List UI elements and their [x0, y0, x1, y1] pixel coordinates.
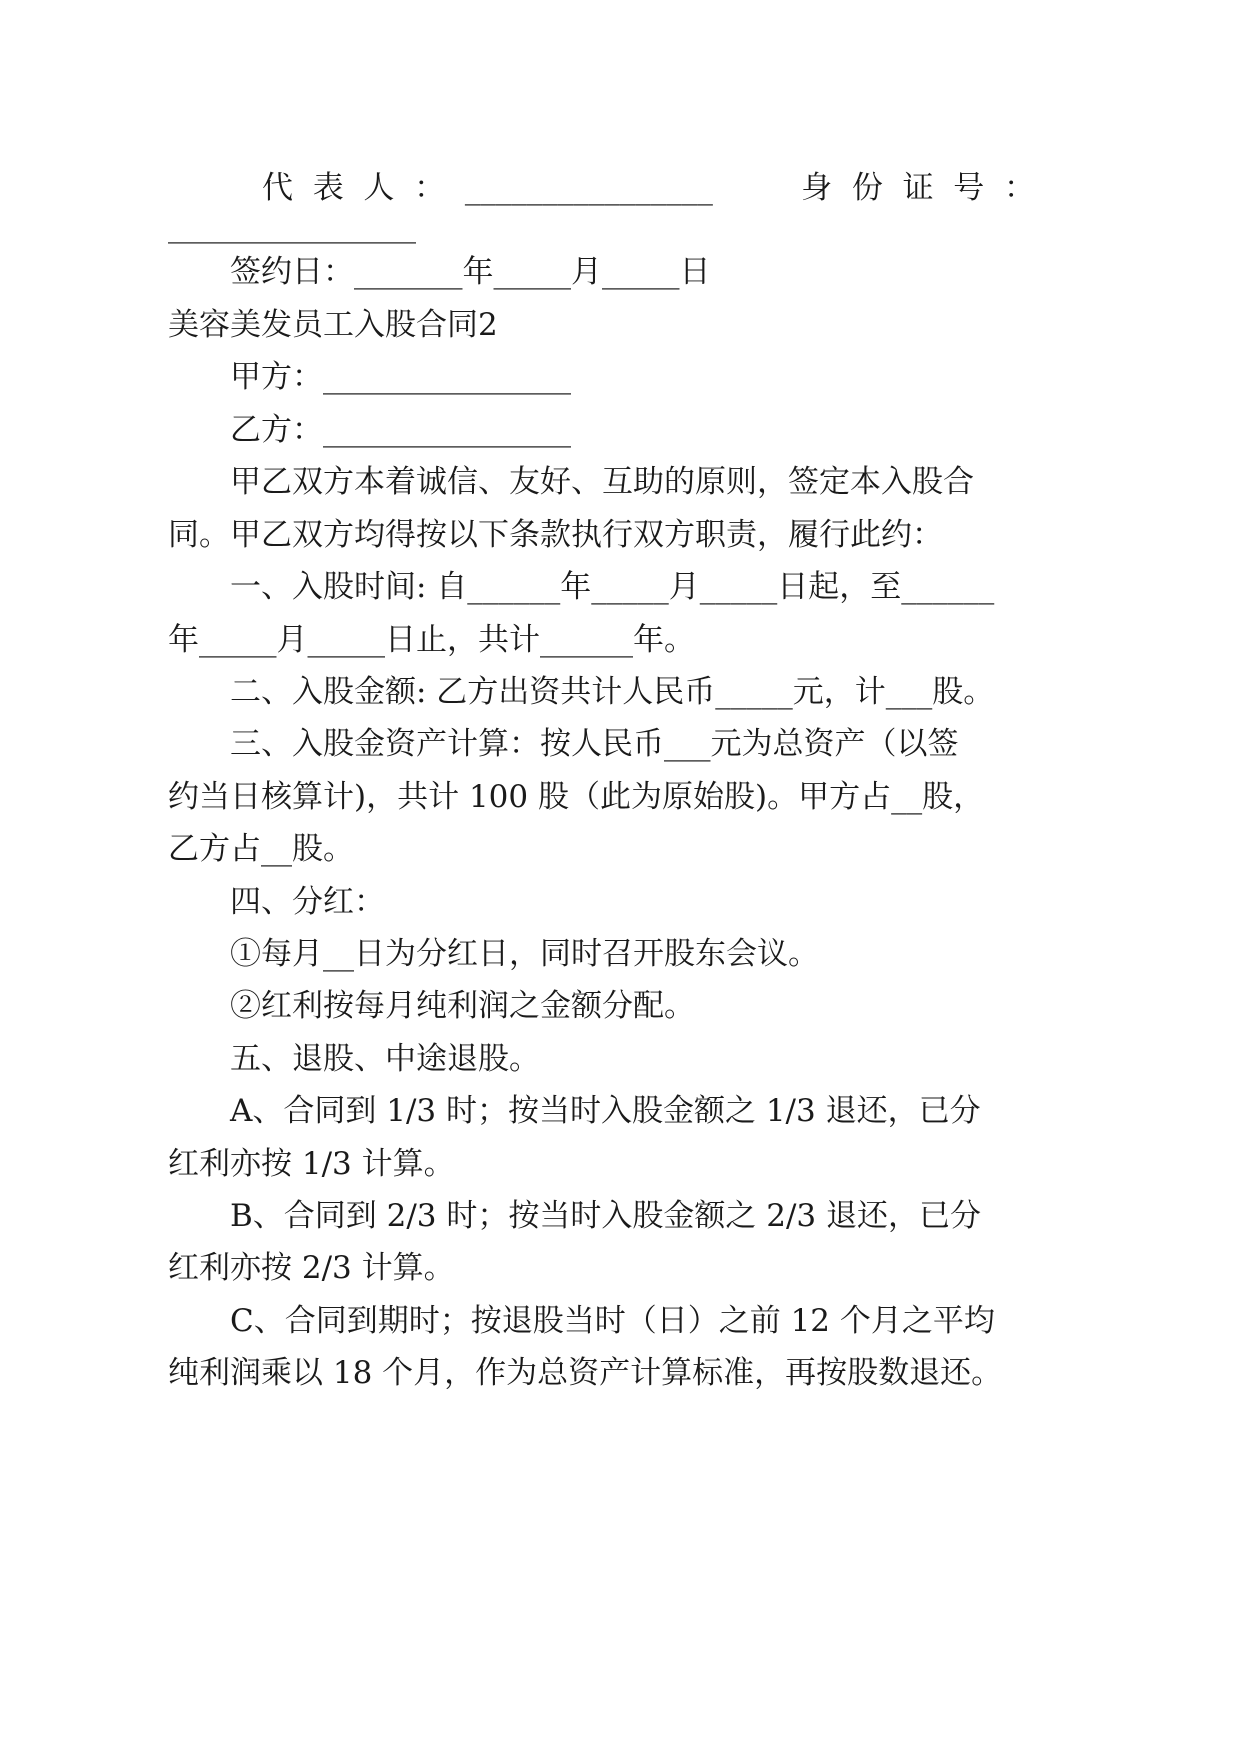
clause-5-a-line-2: 红利亦按 1/3 计算。 — [168, 1146, 455, 1182]
clause-5-c-line-1: C、合同到期时；按退股当时（日）之前 12 个月之平均 — [230, 1303, 995, 1339]
contract-title: 美容美发员工入股合同2 — [168, 307, 498, 343]
intro-line-2: 同。甲乙双方均得按以下条款执行双方职责，履行此约： — [168, 517, 943, 553]
party-a-line: 甲方：________________ — [230, 359, 571, 395]
clause-5-b-line-1: B、合同到 2/3 时；按当时入股金额之 2/3 退还，已分 — [230, 1198, 981, 1234]
clause-4-heading: 四、分红： — [230, 884, 385, 920]
party-b-line: 乙方：________________ — [230, 412, 571, 448]
representative-line — [262, 168, 1035, 208]
clause-4-item-1: ①每月__日为分红日，同时召开股东会议。 — [230, 936, 819, 972]
clause-3-line-1: 三、入股金资产计算：按人民币___元为总资产（以签 — [230, 726, 959, 762]
id-number-blank: ________________ — [168, 208, 416, 244]
id-number-label: 身 份 证 号 ： — [801, 170, 1035, 206]
clause-3-line-2: 约当日核算计)，共计 100 股（此为原始股)。甲方占__股， — [168, 779, 985, 815]
representative-field: 代 表 人 ： ________________ — [262, 170, 713, 206]
clause-4-item-2: ②红利按每月纯利润之金额分配。 — [230, 988, 695, 1024]
clause-5-c-line-2: 纯利润乘以 18 个月，作为总资产计算标准，再按股数退还。 — [168, 1355, 1003, 1391]
clause-2-line: 二、入股金额: 乙方出资共计人民币_____元，计___股。 — [230, 674, 995, 710]
clause-1-line-2: 年_____月_____日止，共计______年。 — [168, 622, 695, 658]
clause-5-heading: 五、退股、中途退股。 — [230, 1041, 540, 1077]
clause-3-line-3: 乙方占__股。 — [168, 831, 354, 867]
signing-date-line: 签约日：_______年_____月_____日 — [230, 254, 711, 290]
clause-1-line-1: 一、入股时间: 自______年_____月_____日起，至______ — [230, 569, 995, 605]
clause-5-a-line-1: A、合同到 1/3 时；按当时入股金额之 1/3 退还，已分 — [230, 1093, 981, 1129]
intro-line-1: 甲乙双方本着诚信、友好、互助的原则，签定本入股合 — [230, 464, 974, 500]
clause-5-b-line-2: 红利亦按 2/3 计算。 — [168, 1250, 455, 1286]
